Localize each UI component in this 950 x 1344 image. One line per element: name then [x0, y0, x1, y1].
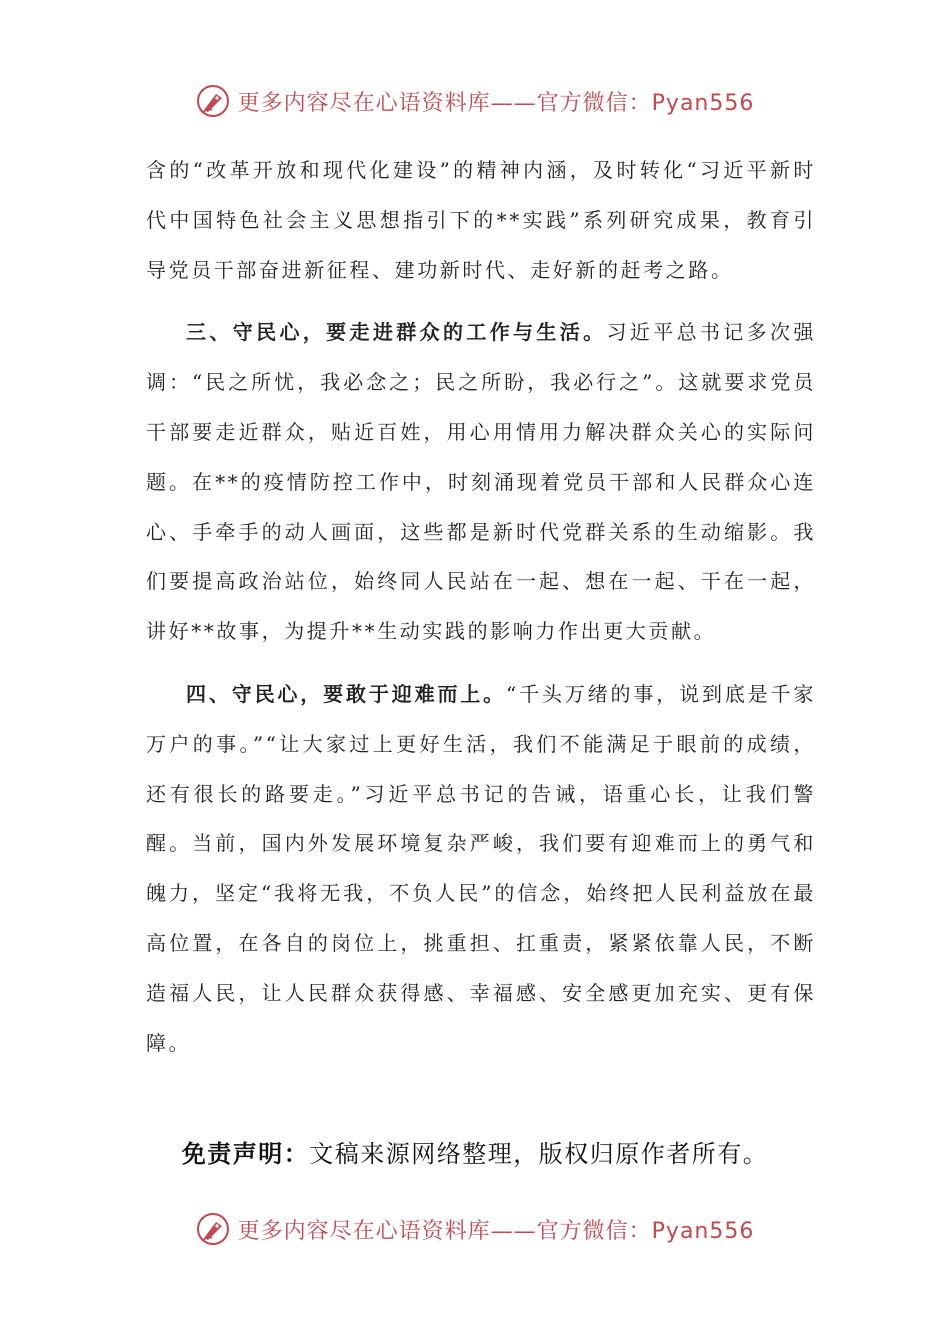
- paragraph-continuation: 含的“改革开放和现代化建设”的精神内涵，及时转化“习近平新时代中国特色社会主义思想指引下的**实践”系列研究成果，教育引导党员干部奋进新征程、建功新时代、走好新的赶考之路。: [146, 158, 816, 282]
- pen-nib-logo-icon: [196, 1212, 230, 1246]
- section-four-text: “千头万绪的事，说到底是千家万户的事。”“让大家过上更好生活，我们不能满足于眼前的成绩，还有很长的路要走。”习近平总书记的告诫，语重心长，让我们警醒。当前，国内外发展环境复杂严峻，我们要有迎难而上的勇气和魄力，坚定“我将无我，不负人民”的信念，始终把人民利益放在最高位置，在各自的岗位上，挑重担、扛重责，紧紧依靠人民，不断造福人民，让人民群众获得感、幸福感、安全感更加充实、更有保障。: [146, 681, 816, 1055]
- disclaimer-text: 文稿来源网络整理，版权归原作者所有。: [309, 1140, 769, 1168]
- footer-wechat-id: Pyan556: [651, 1218, 755, 1244]
- paragraph-section-three: [146, 308, 816, 657]
- header-wechat-id: Pyan556: [651, 90, 755, 116]
- header-banner-label: 更多内容尽在心语资料库——官方微信：: [237, 90, 652, 116]
- section-three-heading: 三、守民心，要走进群众的工作与生活。: [186, 320, 607, 345]
- section-four-heading: 四、守民心，要敢于迎难而上。: [186, 681, 507, 706]
- footer-banner: [0, 1212, 950, 1246]
- paragraph-section-four: [146, 670, 816, 1068]
- pen-nib-logo-icon: [196, 84, 230, 118]
- disclaimer-label: 免责声明：: [181, 1140, 310, 1168]
- disclaimer: [0, 1134, 950, 1169]
- header-banner: [0, 84, 950, 118]
- footer-banner-label: 更多内容尽在心语资料库——官方微信：: [237, 1218, 652, 1244]
- header-banner-text: [238, 86, 755, 117]
- section-three-text: 习近平总书记多次强调：“民之所忧，我必念之；民之所盼，我必行之”。这就要求党员干部要走近群众，贴近百姓，用心用情用力解决群众关心的实际问题。在**的疫情防控工作中，时刻涌现着党员干部和人民群众心连心、手牵手的动人画面，这些都是新时代党群关系的生动缩影。我们要提高政治站位，始终同人民站在一起、想在一起、干在一起，讲好**故事，为提升**生动实践的影响力作出更大贡献。: [146, 320, 816, 644]
- document-body: [146, 146, 816, 1068]
- footer-banner-text: [238, 1214, 755, 1245]
